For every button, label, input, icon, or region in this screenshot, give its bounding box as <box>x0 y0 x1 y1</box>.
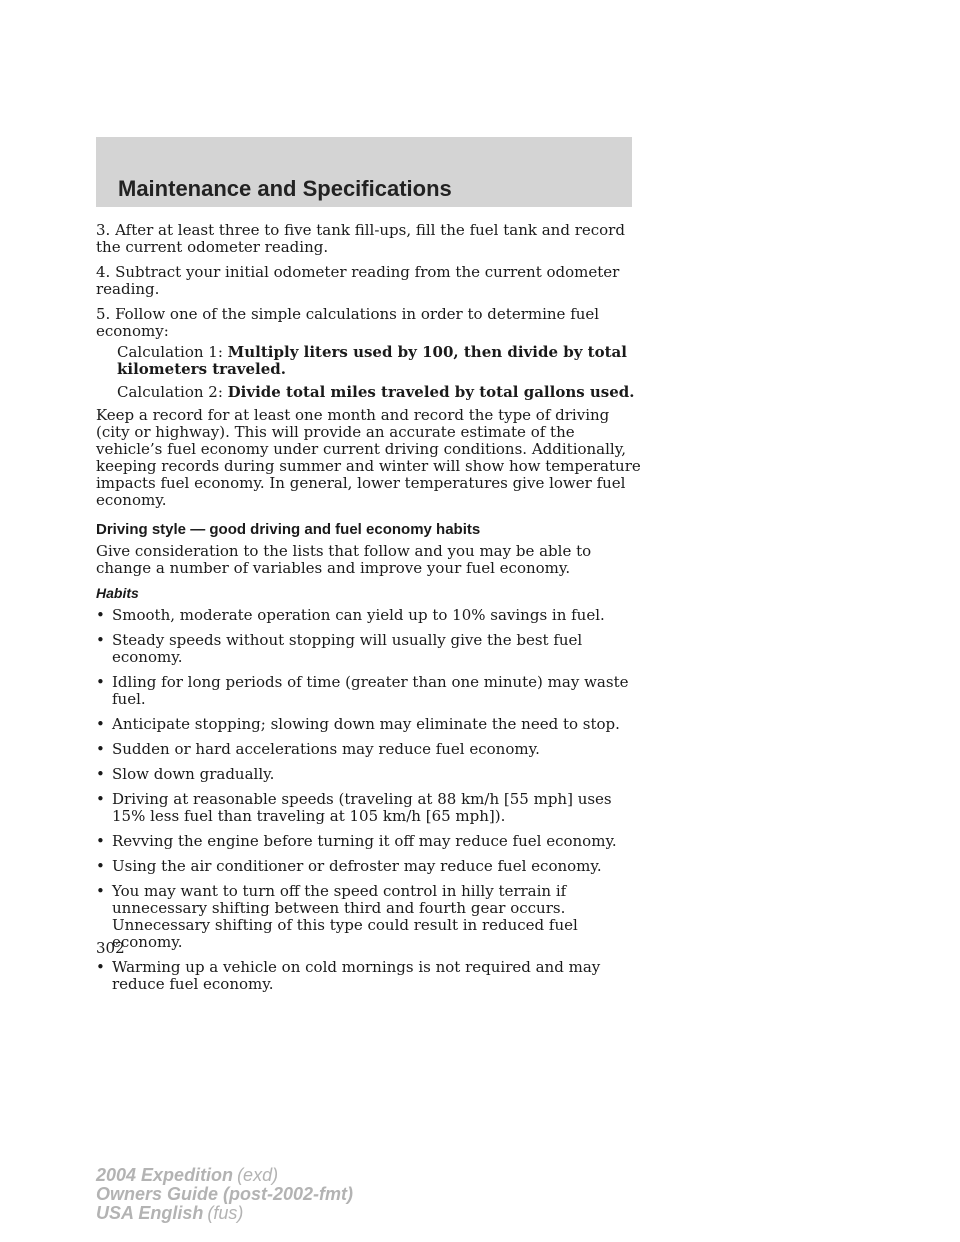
step-4: 4. Subtract your initial odometer reading from the current odometer reading. <box>96 263 620 298</box>
list-item-text: Slow down gradually. <box>112 765 275 783</box>
record-paragraph: Keep a record for at least one month and record the type of driving (city or highway). This will provide an accurate estimate of the vehicle’s fuel economy under current driving conditions. Additionally, keeping records during summer and winter will show how temperature impacts fuel economy. In general, lower temperatures give lower fuel economy. <box>96 406 641 509</box>
list-item <box>96 858 641 875</box>
bullet-icon: • <box>96 882 105 900</box>
footer-line-1 <box>96 1166 353 1185</box>
list-item-text: Anticipate stopping; slowing down may eliminate the need to stop. <box>112 715 620 733</box>
calculation-1-label: Calculation 1: <box>117 343 228 361</box>
document-footer <box>96 1166 353 1223</box>
footer-vehicle: 2004 Expedition <box>96 1165 234 1185</box>
list-item <box>96 766 641 783</box>
section-title: Maintenance and Specifications <box>118 176 452 201</box>
list-item-text: Driving at reasonable speeds (traveling at 88 km/h [55 mph] uses 15% less fuel than traveling at 105 km/h [65 mph]). <box>112 790 612 825</box>
bullet-icon: • <box>96 606 105 624</box>
page-number: 302 <box>96 939 125 957</box>
list-item <box>96 883 641 951</box>
footer-language: USA English <box>96 1203 204 1223</box>
calculation-2 <box>96 384 641 401</box>
list-item <box>96 741 641 758</box>
bullet-icon: • <box>96 958 105 976</box>
footer-guide: Owners Guide (post-2002-fmt) <box>96 1184 354 1204</box>
footer-line-2 <box>96 1185 353 1204</box>
list-item-text: You may want to turn off the speed control in hilly terrain if unnecessary shifting between third and fourth gear occurs. Unnecessary shifting of this type could result in reduced fuel economy. <box>112 882 578 951</box>
bullet-icon: • <box>96 631 105 649</box>
list-item-text: Sudden or hard accelerations may reduce fuel economy. <box>112 740 540 758</box>
habits-heading: Habits <box>96 585 139 601</box>
calculation-1-text: Multiply liters used by 100, then divide by total kilometers traveled. <box>117 343 627 378</box>
list-item-text: Using the air conditioner or defroster may reduce fuel economy. <box>112 857 602 875</box>
calculation-2-label: Calculation 2: <box>117 383 228 401</box>
step-5: 5. Follow one of the simple calculations in order to determine fuel economy: <box>96 305 600 340</box>
bullet-icon: • <box>96 857 105 875</box>
bullet-icon: • <box>96 673 105 691</box>
list-item <box>96 674 641 708</box>
list-item-text: Revving the engine before turning it off may reduce fuel economy. <box>112 832 617 850</box>
list-item <box>96 959 641 993</box>
driving-style-heading: Driving style — good driving and fuel economy habits <box>96 521 481 538</box>
list-item <box>96 716 641 733</box>
calculation-1 <box>96 344 641 378</box>
step-3: 3. After at least three to five tank fill-ups, fill the fuel tank and record the current odometer reading. <box>96 221 625 256</box>
footer-language-code: (fus) <box>207 1203 244 1223</box>
footer-line-3 <box>96 1204 353 1223</box>
list-item-text: Idling for long periods of time (greater than one minute) may waste fuel. <box>112 673 629 708</box>
habits-list <box>96 607 641 993</box>
bullet-icon: • <box>96 832 105 850</box>
calculation-2-text: Divide total miles traveled by total gallons used. <box>227 383 635 401</box>
bullet-icon: • <box>96 715 105 733</box>
list-item-text: Warming up a vehicle on cold mornings is not required and may reduce fuel economy. <box>112 958 601 993</box>
bullet-icon: • <box>96 740 105 758</box>
list-item <box>96 791 641 825</box>
driving-style-intro: Give consideration to the lists that follow and you may be able to change a number of variables and improve your fuel economy. <box>96 542 592 577</box>
list-item-text: Smooth, moderate operation can yield up to 10% savings in fuel. <box>112 606 605 624</box>
list-item-text: Steady speeds without stopping will usually give the best fuel economy. <box>112 631 583 666</box>
list-item <box>96 607 641 624</box>
page-content <box>96 222 641 1001</box>
list-item <box>96 632 641 666</box>
footer-vehicle-code: (exd) <box>237 1165 279 1185</box>
bullet-icon: • <box>96 790 105 808</box>
list-item <box>96 833 641 850</box>
bullet-icon: • <box>96 765 105 783</box>
